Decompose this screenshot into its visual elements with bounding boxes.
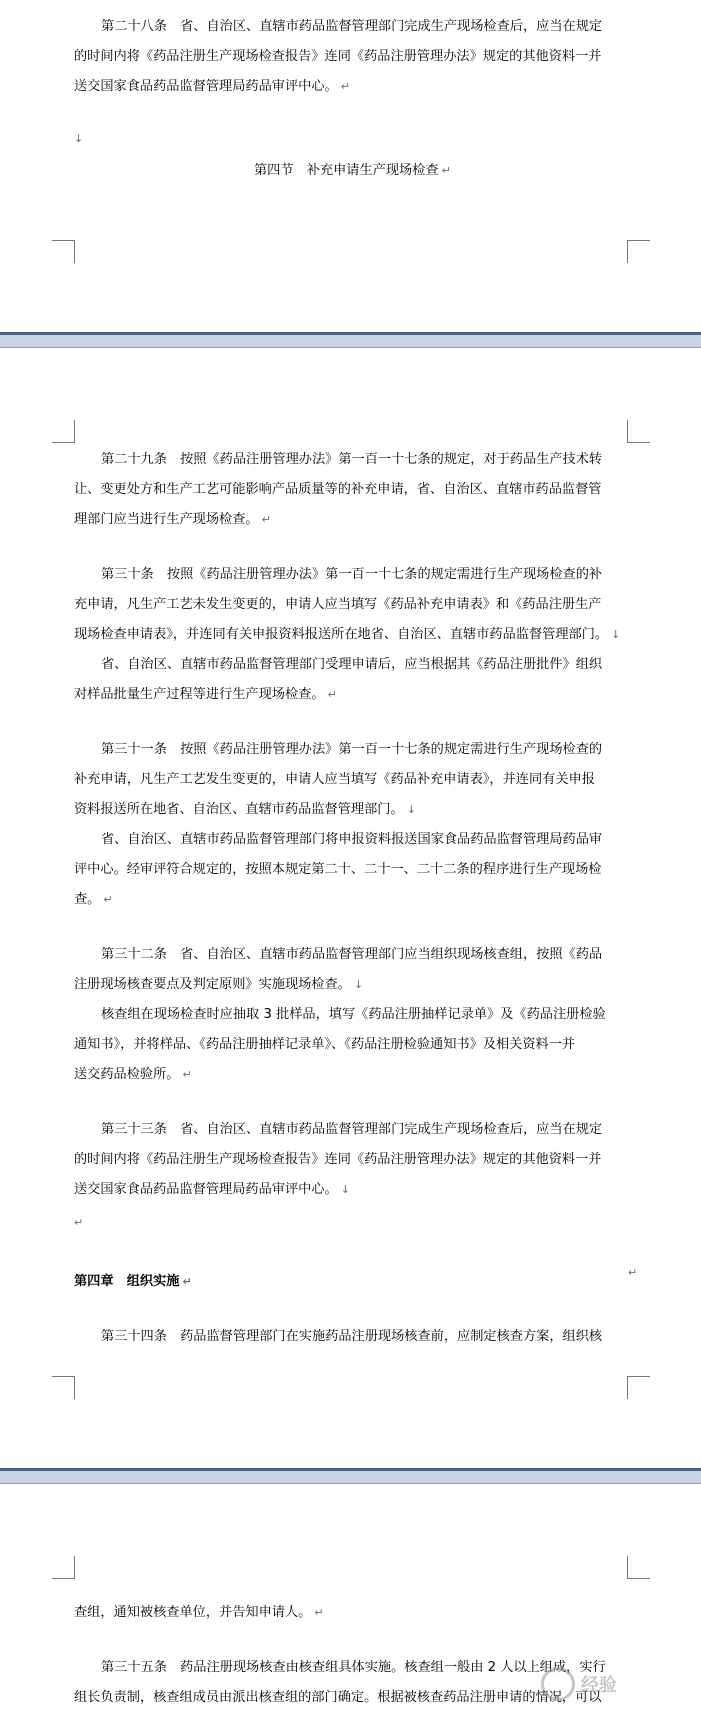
margin-corner-top-right <box>627 420 650 443</box>
line-break-mark: ↓ <box>406 803 416 816</box>
art34-line-2: 查组，通知被核查单位，并告知申请人。 ↵ <box>74 1605 324 1620</box>
chapter-4-title: 第四章 组织实施 ↵ <box>74 1274 192 1289</box>
page-2 <box>0 348 701 1468</box>
art29-line-3: 理部门应当进行生产现场检查。 ↵ <box>74 512 271 527</box>
watermark-logo-icon <box>541 1667 575 1701</box>
art28-line-2: 的时间内将《药品注册生产现场检查报告》连同《药品注册管理办法》规定的其他资料一并 <box>74 49 602 64</box>
margin-corner-bottom-left <box>52 240 75 263</box>
art28-line-3: 送交国家食品药品监督管理局药品审评中心。 ↵ <box>74 79 350 94</box>
art31-p2-line-3: 查。 ↵ <box>74 892 113 907</box>
art30-line-1: 第三十条 按照《药品注册管理办法》第一百一十七条的规定需进行生产现场检查的补 <box>101 567 603 582</box>
line-break-mark: ↓ <box>340 1183 350 1196</box>
paragraph-mark: ↵ <box>314 1606 324 1619</box>
art31-p2-line-2: 评中心。经审评符合规定的，按照本规定第二十、二十一、二十二条的程序进行生产现场检 <box>74 862 602 877</box>
art30-line-2: 充申请，凡生产工艺未发生变更的，申请人应当填写《药品补充申请表》和《药品注册生产 <box>74 597 602 612</box>
watermark <box>541 1654 691 1714</box>
watermark-text: 经验 <box>581 1675 617 1696</box>
margin-corner-bottom-right <box>627 1376 650 1399</box>
margin-corner-bottom-right <box>627 240 650 263</box>
art31-line-1: 第三十一条 按照《药品注册管理办法》第一百一十七条的规定需进行生产现场检查的 <box>101 742 603 757</box>
art32-p2-line-3: 送交药品检验所。 ↵ <box>74 1067 192 1082</box>
page-break-gap <box>0 332 701 348</box>
art29-line-2: 让、变更处方和生产工艺可能影响产品质量等的补充申请，省、自治区、直辖市药品监督管 <box>74 482 602 497</box>
margin-corner-top-right <box>627 1556 650 1579</box>
page-break-gap <box>0 1468 701 1484</box>
empty-paragraph-mark: ↵ <box>74 1216 84 1229</box>
art30-p2-line-2: 对样品批量生产过程等进行生产现场检查。 ↵ <box>74 687 337 702</box>
paragraph-mark: ↵ <box>340 80 350 93</box>
paragraph-mark: ↵ <box>327 688 337 701</box>
paragraph-mark: ↵ <box>103 893 113 906</box>
art28-line-1: 第二十八条 省、自治区、直辖市药品监督管理部门完成生产现场检查后，应当在规定 <box>101 19 603 34</box>
art30-line-3: 现场检查申请表》，并连同有关申报资料报送所在地省、自治区、直辖市药品监督管理部门。 ↓ <box>74 627 621 642</box>
empty-paragraph-mark: ↓ <box>74 132 84 145</box>
art33-line-3: 送交国家食品药品监督管理局药品审评中心。 ↓ <box>74 1182 350 1197</box>
art32-p2-line-2: 通知书》，并将样品、《药品注册抽样记录单》、《药品注册检验通知书》及相关资料一并 <box>74 1037 576 1052</box>
margin-corner-top-left <box>52 420 75 443</box>
paragraph-mark: ↵ <box>182 1068 192 1081</box>
margin-corner-top-left <box>52 1556 75 1579</box>
section-4-title: 第四节 补充申请生产现场检查 ↵ <box>254 163 451 178</box>
art33-line-1: 第三十三条 省、自治区、直辖市药品监督管理部门完成生产现场检查后，应当在规定 <box>101 1122 603 1137</box>
page-3 <box>0 1484 701 1726</box>
art31-line-3: 资料报送所在地省、自治区、直辖市药品监督管理部门。 ↓ <box>74 802 416 817</box>
margin-corner-bottom-left <box>52 1376 75 1399</box>
art31-line-2: 补充申请，凡生产工艺发生变更的，申请人应当填写《药品补充申请表》，并连同有关申报 <box>74 772 595 787</box>
art35-line-1: 第三十五条 药品注册现场核查由核查组具体实施。核查组一般由 2 人以上组成，实行 <box>101 1660 606 1675</box>
art35-line-2: 组长负责制，核查组成员由派出核查组的部门确定。根据被核查药品注册申请的情况，可以 <box>74 1690 602 1705</box>
art31-p2-line-1: 省、自治区、直辖市药品监督管理部门将申报资料报送国家食品药品监督管理局药品审 <box>101 832 603 847</box>
art32-p2-line-1: 核查组在现场检查时应抽取 3 批样品，填写《药品注册抽样记录单》及《药品注册检验 <box>101 1007 606 1022</box>
paragraph-mark: ↵ <box>182 1275 192 1288</box>
art33-line-2: 的时间内将《药品注册生产现场检查报告》连同《药品注册管理办法》规定的其他资料一并 <box>74 1152 602 1167</box>
art30-p2-line-1: 省、自治区、直辖市药品监督管理部门受理申请后，应当根据其《药品注册批件》组织 <box>101 657 603 672</box>
art34-line-1: 第三十四条 药品监督管理部门在实施药品注册现场核查前，应制定核查方案，组织核 <box>101 1329 603 1344</box>
paragraph-mark: ↵ <box>441 164 451 177</box>
paragraph-mark: ↵ <box>261 513 271 526</box>
cell-end-mark: ↵ <box>628 1266 638 1279</box>
art32-line-1: 第三十二条 省、自治区、直辖市药品监督管理部门应当组织现场核查组，按照《药品 <box>101 947 603 962</box>
art29-line-1: 第二十九条 按照《药品注册管理办法》第一百一十七条的规定，对于药品生产技术转 <box>101 452 603 467</box>
line-break-mark: ↓ <box>611 628 621 641</box>
line-break-mark: ↓ <box>353 978 364 991</box>
page-1 <box>0 0 701 332</box>
art32-line-2: 注册现场核查要点及判定原则》实施现场检查。 ↓ <box>74 977 364 992</box>
